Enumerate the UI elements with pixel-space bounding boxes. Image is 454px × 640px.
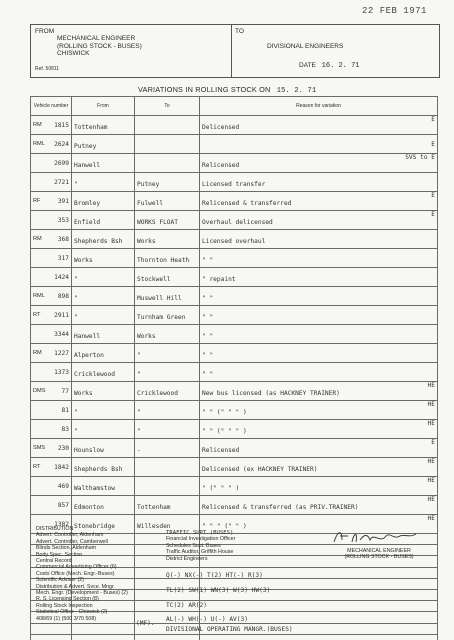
to-cell [135,230,200,249]
to-cell [135,268,200,287]
table-row [31,382,438,401]
to-cell [135,135,200,154]
vehicle-num: 1424 [54,273,69,281]
vehicle-cell [31,173,72,192]
vehicle-num: 1382 [54,520,69,528]
from-garage: Cricklewood [74,371,115,378]
from-garage: Putney [74,143,97,150]
reason-text: Relicensed & transferred (as PRIV.TRAINER) [202,504,359,511]
codes-line-2: TL(2) SW(1) WN(3) W(3) HW(3) [166,587,271,594]
code-text: E [431,116,435,123]
distribution-mid [166,530,286,562]
distribution-list [36,532,156,622]
vehicle-num: 391 [57,197,69,205]
to-garage: Tottenham [137,504,171,511]
memo-date [299,62,359,70]
distribution-item: Blinds Section, Aldenham [36,545,97,552]
title-date: 15. 2. 71 [276,87,317,95]
code-text: SVS to E [405,154,435,161]
memo-header [30,24,440,78]
distribution-item: Distribution & Advert. Svce. Mngr. [36,583,115,590]
from-garage: Hanwell [74,333,101,340]
vehicle-class: RML [33,292,45,299]
vehicle-cell [31,325,72,344]
reason-cell [200,173,438,192]
from-line-1: MECHANICAL ENGINEER [57,35,136,42]
from-cell [72,363,135,382]
vehicle-num: 2699 [54,159,69,167]
to-garage: " [137,409,141,416]
to-cell [135,192,200,211]
code-text: HE [427,420,435,427]
distribution-mid-item: Financial Investigation Officer [166,536,236,543]
vehicle-cell [31,192,72,211]
distribution-item: Rolling Stock Inspection [36,602,93,609]
reason-text: " (" " " ) [202,485,240,492]
to-garage: Willesden [137,523,171,530]
vehicle-cell [31,363,72,382]
reason-cell [200,249,438,268]
reason-cell [200,477,438,496]
reason-cell [200,420,438,439]
from-label: FROM [35,28,55,35]
from-cell [72,211,135,230]
vehicle-num: 77 [61,387,69,395]
vehicle-num: 3344 [54,330,69,338]
from-cell [72,344,135,363]
traffic-supt: TRAFFIC SUPT (BUSES) [166,530,234,536]
code-text: E [431,439,435,446]
distribution-mid-item: Schedules Supt. Buses [166,542,221,549]
reason-cell [200,192,438,211]
reason-cell [200,325,438,344]
from-garage: Hanwell [74,162,101,169]
reason-text: New bus licensed (as HACKNEY TRAINER) [202,390,340,397]
to-cell [135,211,200,230]
date-value: 16. 2. 71 [321,62,360,70]
vehicle-cell [31,344,72,363]
to-cell [135,154,200,173]
distribution-title: DISTRIBUTION [36,526,74,532]
to-garage: Fulwell [137,200,164,207]
vehicle-num: 83 [61,425,69,433]
from-cell [72,458,135,477]
code-text: HE [427,401,435,408]
to-garage: Turnham Green [137,314,186,321]
vehicle-cell [31,477,72,496]
from-garage: " [74,409,78,416]
vehicle-class: RM [33,121,42,128]
to-cell [135,420,200,439]
from-cell [72,230,135,249]
vehicle-cell [31,230,72,249]
received-date-stamp: 22 FEB 1971 [362,6,427,16]
distribution-item: Mech. Engr. (Development - Buses) (2) [36,590,128,597]
to-cell [135,306,200,325]
sig-title-line-2: (ROLLING STOCK - BUSES) [344,554,414,561]
table-row [31,230,438,249]
from-cell [72,192,135,211]
from-cell [72,173,135,192]
vehicle-num: 368 [57,235,69,243]
distribution-mid-item: Traffic Auditor, Griffith House [166,549,234,556]
from-line-3: CHISWICK [57,50,90,57]
vehicle-num: 81 [61,406,69,414]
code-text: E [431,192,435,199]
from-address [57,35,142,58]
reason-cell [200,230,438,249]
from-cell [72,268,135,287]
table-row [31,439,438,458]
table-row [31,325,438,344]
reason-cell [200,363,438,382]
distribution-item: Central Record [36,558,72,565]
distribution-item: R. S. Licensing Section (8) [36,596,99,603]
vehicle-class: RT [33,463,41,470]
title-text: VARIATIONS IN ROLLING STOCK ON [138,85,271,94]
distribution-item: Statistical Office - Chiswick (2) [36,609,108,616]
from-garage: Bromley [74,200,101,207]
code-text: HE [427,496,435,503]
col-to: To [135,97,200,116]
to-cell [135,287,200,306]
table-row [31,249,438,268]
vehicle-cell [31,135,72,154]
to-garage: Stockwell [137,276,171,283]
codes-line-1: Q(-) NX(-) T(2) HT(-) R(3) [166,572,263,579]
table-row [31,135,438,154]
table-row [31,344,438,363]
vehicle-num: 1373 [54,368,69,376]
vehicle-num: 469 [57,482,69,490]
code-text: E [431,140,435,148]
reason-text: Relicensed [202,162,240,169]
empty-cell [31,623,72,634]
to-garage: Cricklewood [137,390,178,397]
reason-cell [200,382,438,401]
vehicle-cell [31,439,72,458]
to-garage: " [137,428,141,435]
vehicle-cell [31,420,72,439]
from-cell [72,477,135,496]
vehicle-cell [31,382,72,401]
from-garage: Stonebridge [74,523,115,530]
to-cell [135,325,200,344]
to-garage: " [137,352,141,359]
to-label: TO [235,28,244,35]
vehicle-cell [31,116,72,135]
from-cell [72,420,135,439]
from-garage: Walthamstow [74,485,115,492]
reason-cell [200,401,438,420]
vehicle-num: 317 [57,254,69,262]
vehicle-cell [31,458,72,477]
mf-mark: (MF). [136,620,155,627]
to-cell [135,173,200,192]
vehicle-num: 898 [57,292,69,300]
code-text: HE [427,477,435,484]
from-garage: Edmonton [74,504,104,511]
vehicle-cell [31,496,72,515]
empty-cell [72,634,135,640]
vehicle-class: RF [33,197,41,204]
vehicle-num: 1227 [54,349,69,357]
code-text: HE [427,382,435,389]
table-row [31,363,438,382]
from-garage: Works [74,390,93,397]
reason-cell [200,268,438,287]
reason-text: " " [202,295,214,302]
from-cell [72,154,135,173]
empty-cell [72,623,135,634]
reason-text: " " [202,352,214,359]
from-garage: Hounslow [74,447,104,454]
from-garage: " [74,276,78,283]
vehicle-class: DMS [33,387,46,394]
to-cell [135,363,200,382]
vehicle-num: 2624 [54,140,69,148]
to-cell [135,382,200,401]
vehicle-num: 2911 [54,311,69,319]
to-garage: WORKS FLOAT [137,219,178,226]
vehicle-cell [31,268,72,287]
from-cell [72,135,135,154]
reason-text: " " [202,257,214,264]
code-text: HE [427,515,435,522]
from-cell [72,116,135,135]
table-header-row [31,97,438,116]
from-line-2: (ROLLING STOCK - BUSES) [57,42,142,50]
table-row [31,287,438,306]
vehicle-class: RML [33,140,45,147]
reason-text: Delicensed [202,124,240,131]
to-cell [135,116,200,135]
vehicle-num: 1842 [54,463,69,471]
reason-text: Delicensed (ex HACKNEY TRAINER) [202,466,318,473]
reason-text: " " " (" " ) [202,523,247,530]
distribution-item: Advert. Controller, Aldenham [36,532,104,539]
signature-title [340,548,418,561]
vehicle-cell [31,287,72,306]
to-cell [135,458,200,477]
reason-cell [200,306,438,325]
vehicle-num: 230 [57,444,69,452]
from-garage: Works [74,257,93,264]
from-garage: Shepherds Bsh [74,238,123,245]
reason-text: Licensed overhaul [202,238,266,245]
to-garage: - [137,447,141,454]
vehicle-cell [31,306,72,325]
reason-cell [200,116,438,135]
to-cell [135,249,200,268]
table-row [31,420,438,439]
from-garage: " [74,295,78,302]
document-title [138,85,316,95]
reason-cell [200,439,438,458]
divisional-operating-manager: DIVISIONAL OPERATING MANGR.(BUSES) [166,626,293,633]
table-row [31,401,438,420]
table-row [31,477,438,496]
from-cell [72,306,135,325]
vehicle-cell [31,249,72,268]
empty-cell [31,634,72,640]
to-garage: " [137,371,141,378]
table-row [31,116,438,135]
reference-number: Ref. 50811 [35,66,60,72]
to-recipient: DIVISIONAL ENGINEERS [267,43,344,50]
codes-line-4: AL(-) WH(-) U(-) AV(3) [166,616,248,623]
col-vehicle-number: Vehicle number [31,97,72,116]
from-cell [72,325,135,344]
from-garage: Enfield [74,219,101,226]
vehicle-class: RT [33,311,41,318]
reason-text: Relicensed & transferred [202,200,292,207]
col-reason: Reason for variation [200,97,438,116]
reason-text: " " (" " " ) [202,409,247,416]
from-cell [72,439,135,458]
date-label: DATE [299,62,316,69]
from-cell [72,382,135,401]
reason-cell [200,154,438,173]
table-row [31,306,438,325]
distribution-mid-item: District Engineers [166,555,208,562]
reason-cell [200,344,438,363]
to-cell [135,477,200,496]
code-text: E [431,211,435,218]
table-row [31,268,438,287]
reason-text: " " [202,333,214,340]
header-divider [231,25,232,77]
to-garage: Thornton Heath [137,257,190,264]
vehicle-class: RM [33,235,42,242]
reason-text: Licensed transfer [202,181,266,188]
from-cell [72,401,135,420]
vehicle-num: 2721 [54,178,69,186]
vehicle-cell [31,154,72,173]
vehicle-cell [31,401,72,420]
reason-cell [200,211,438,230]
vehicle-num: 857 [57,501,69,509]
vehicle-num: 353 [57,216,69,224]
table-row [31,496,438,515]
to-garage: Works [137,238,156,245]
reason-text: Relicensed [202,447,240,454]
table-row [31,458,438,477]
from-cell [72,249,135,268]
from-garage: Alperton [74,352,104,359]
distribution-item: Body Spec. Section [36,551,83,558]
to-cell [135,401,200,420]
to-garage: Muswell Hill [137,295,182,302]
sig-title-line-1: MECHANICAL ENGINEER [347,548,411,554]
reason-cell [200,458,438,477]
distribution-item: Scientific Adviser (2) [36,577,84,584]
reason-cell [200,135,438,154]
codes-line-3: TC(2) AR(2) [166,602,207,609]
code-text: HE [427,458,435,465]
vehicle-class: SMS [33,444,46,451]
from-garage: " [74,181,78,188]
distribution-item: Advert. Controller, Camberwell [36,538,108,545]
to-garage: Putney [137,181,160,188]
distribution-mid-list [166,536,286,562]
distribution-item: Commercial Advertising Officer (6) [36,564,117,571]
reason-text: " " [202,314,214,321]
to-cell [135,344,200,363]
reason-text: " " (" " " ) [202,428,247,435]
to-garage: Works [137,333,156,340]
table-row [31,173,438,192]
garage-codes [166,572,293,636]
reason-cell [200,496,438,515]
to-cell [135,496,200,515]
reason-text: " " [202,371,214,378]
col-from: From [72,97,135,116]
vehicle-class: RM [33,349,42,356]
table-row [31,154,438,173]
to-cell [135,439,200,458]
table-row [31,211,438,230]
reason-cell [200,287,438,306]
handwritten-signature [330,526,420,548]
reason-text: " repaint [202,276,236,283]
from-garage: " [74,314,78,321]
distribution-item: Costs Office (Mech. Engr.-Buses) [36,570,115,577]
table-row [31,192,438,211]
from-garage: Tottenham [74,124,108,131]
from-garage: Shepherds Bsh [74,466,123,473]
distribution-block [36,526,156,622]
from-cell [72,287,135,306]
from-cell [72,496,135,515]
vehicle-cell [31,211,72,230]
distribution-item: 408/69 (1) (500 3/70 508) [36,615,97,622]
reason-text: Overhaul delicensed [202,219,273,226]
vehicle-num: 1815 [54,121,69,129]
from-garage: " [74,428,78,435]
